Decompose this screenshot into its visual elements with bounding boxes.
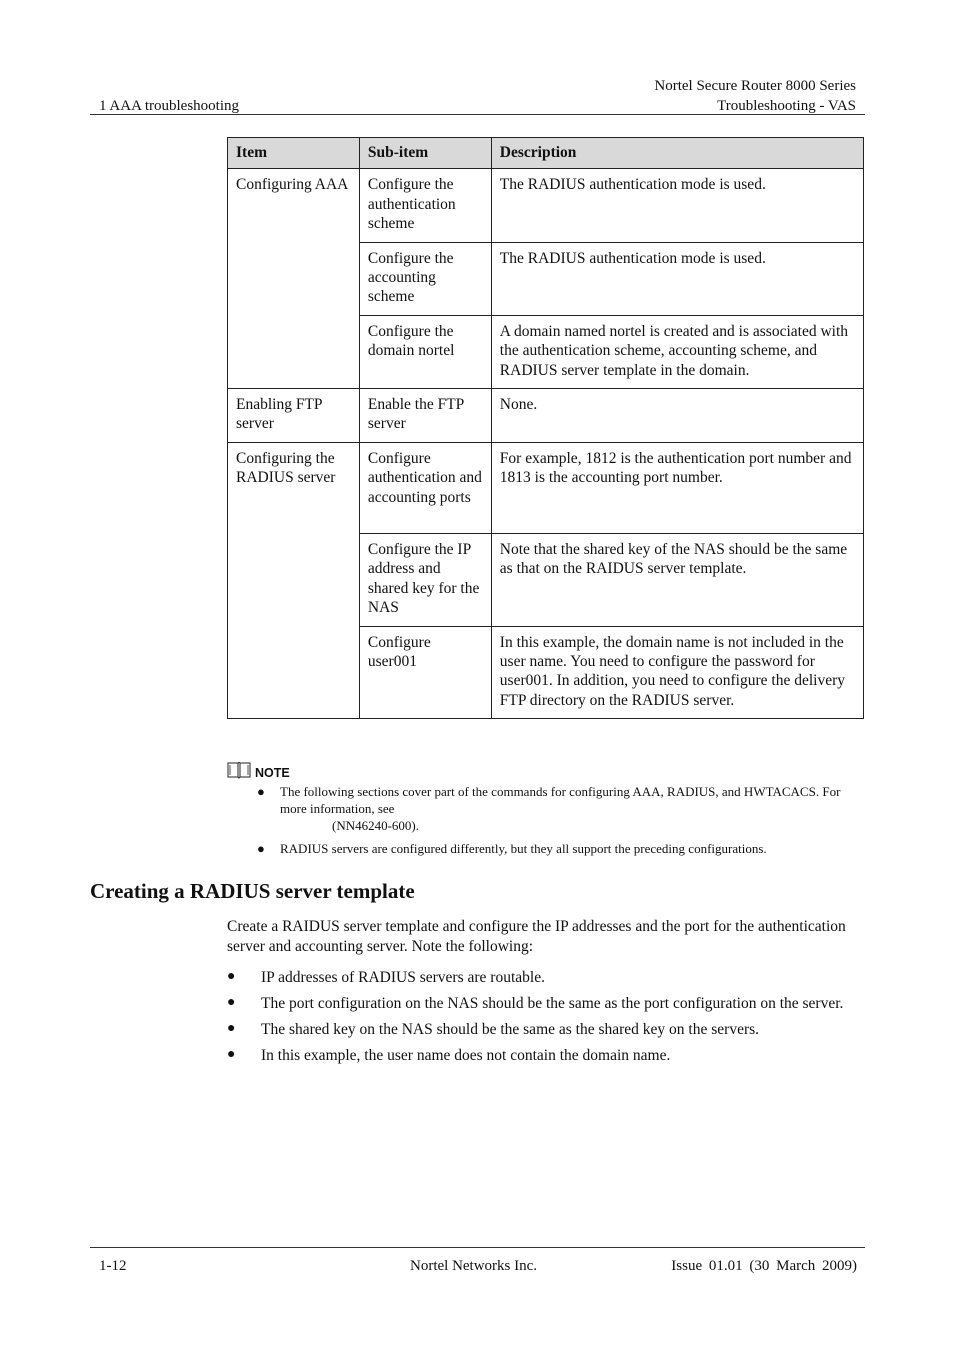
column-header-description: Description bbox=[491, 138, 863, 169]
table-cell-description: A domain named nortel is created and is associated with the authentication scheme, accounting scheme, and RADIUS server template in the domain. bbox=[491, 315, 863, 388]
table-cell-sub-item: Configure the accounting scheme bbox=[359, 242, 491, 315]
table-header-row bbox=[228, 138, 864, 169]
list-item bbox=[227, 1020, 857, 1040]
list-item bbox=[227, 1046, 857, 1066]
table-cell-sub-item: Configure the IP address and shared key for the NAS bbox=[359, 533, 491, 626]
table-cell-sub-item: Configure authentication and accounting ports bbox=[359, 442, 491, 533]
bullet-icon: ● bbox=[227, 1021, 236, 1036]
list-item-text: The shared key on the NAS should be the same as the shared key on the servers. bbox=[261, 1021, 760, 1038]
list-item bbox=[227, 968, 857, 988]
footer-rule bbox=[90, 1247, 865, 1248]
bullet-icon: ● bbox=[227, 995, 236, 1010]
list-item-text: In this example, the user name does not contain the domain name. bbox=[261, 1047, 671, 1064]
note-heading bbox=[227, 761, 847, 779]
bullet-icon: ● bbox=[257, 784, 265, 799]
bullet-icon: ● bbox=[257, 841, 265, 856]
table-cell-item: Configuring the RADIUS server bbox=[228, 442, 360, 718]
table-cell-item: Configuring AAA bbox=[228, 169, 360, 389]
note-title: NOTE bbox=[255, 765, 290, 780]
configuration-table bbox=[227, 137, 864, 719]
section-bullet-list bbox=[227, 968, 857, 1072]
column-header-item: Item bbox=[228, 138, 360, 169]
note-item bbox=[227, 783, 847, 834]
table-row bbox=[228, 389, 864, 443]
table-cell-description: The RADIUS authentication mode is used. bbox=[491, 242, 863, 315]
table-cell-description: For example, 1812 is the authentication port number and 1813 is the accounting port number. bbox=[491, 442, 863, 533]
list-item bbox=[227, 994, 857, 1014]
open-book-icon bbox=[227, 761, 251, 779]
table-cell-description: In this example, the domain name is not included in the user name. You need to configure the password for user001. In addition, you need to configure the delivery FTP directory on the RADIUS server. bbox=[491, 626, 863, 719]
note-item-text: The following sections cover part of the commands for configuring AAA, RADIUS, and HWTACACS. For more information, see bbox=[280, 784, 841, 816]
table-cell-sub-item: Configure the domain nortel bbox=[359, 315, 491, 388]
header-product: Nortel Secure Router 8000 Series bbox=[654, 78, 856, 94]
column-header-sub-item: Sub-item bbox=[359, 138, 491, 169]
table-cell-description: None. bbox=[491, 389, 863, 443]
running-header-right bbox=[654, 76, 856, 116]
list-item-text: IP addresses of RADIUS servers are routable. bbox=[261, 969, 545, 986]
note-list bbox=[227, 783, 847, 857]
bullet-icon: ● bbox=[227, 1047, 236, 1062]
table-cell-sub-item: Enable the FTP server bbox=[359, 389, 491, 443]
table-cell-item: Enabling FTP server bbox=[228, 389, 360, 443]
note-item-text: RADIUS servers are configured differently, but they all support the preceding configurations. bbox=[280, 841, 767, 856]
section-heading: Creating a RADIUS server template bbox=[90, 879, 415, 903]
header-doc-title: Troubleshooting - VAS bbox=[717, 98, 856, 114]
note-item bbox=[227, 840, 847, 857]
header-chapter: 1 AAA troubleshooting bbox=[99, 98, 240, 114]
table-cell-description: The RADIUS authentication mode is used. bbox=[491, 169, 863, 242]
table-cell-description: Note that the shared key of the NAS should be the same as that on the RAIDUS server template. bbox=[491, 533, 863, 626]
note-box bbox=[227, 761, 847, 863]
footer-page-number: 1-12 bbox=[99, 1258, 127, 1274]
section-intro: Create a RAIDUS server template and configure the IP addresses and the port for the authentication server and accounting server. Note the following: bbox=[227, 918, 846, 955]
table-cell-sub-item: Configure user001 bbox=[359, 626, 491, 719]
footer-company: Nortel Networks Inc. bbox=[410, 1258, 538, 1274]
table-row bbox=[228, 442, 864, 533]
bullet-icon: ● bbox=[227, 969, 236, 984]
footer-issue: Issue 01.01 (30 March 2009) bbox=[671, 1258, 857, 1274]
list-item-text: The port configuration on the NAS should be the same as the port configuration on the server. bbox=[261, 995, 844, 1012]
note-item-reference: (NN46240-600). bbox=[332, 818, 420, 833]
table-cell-sub-item: Configure the authentication scheme bbox=[359, 169, 491, 242]
header-rule bbox=[90, 114, 865, 115]
table-row bbox=[228, 169, 864, 242]
